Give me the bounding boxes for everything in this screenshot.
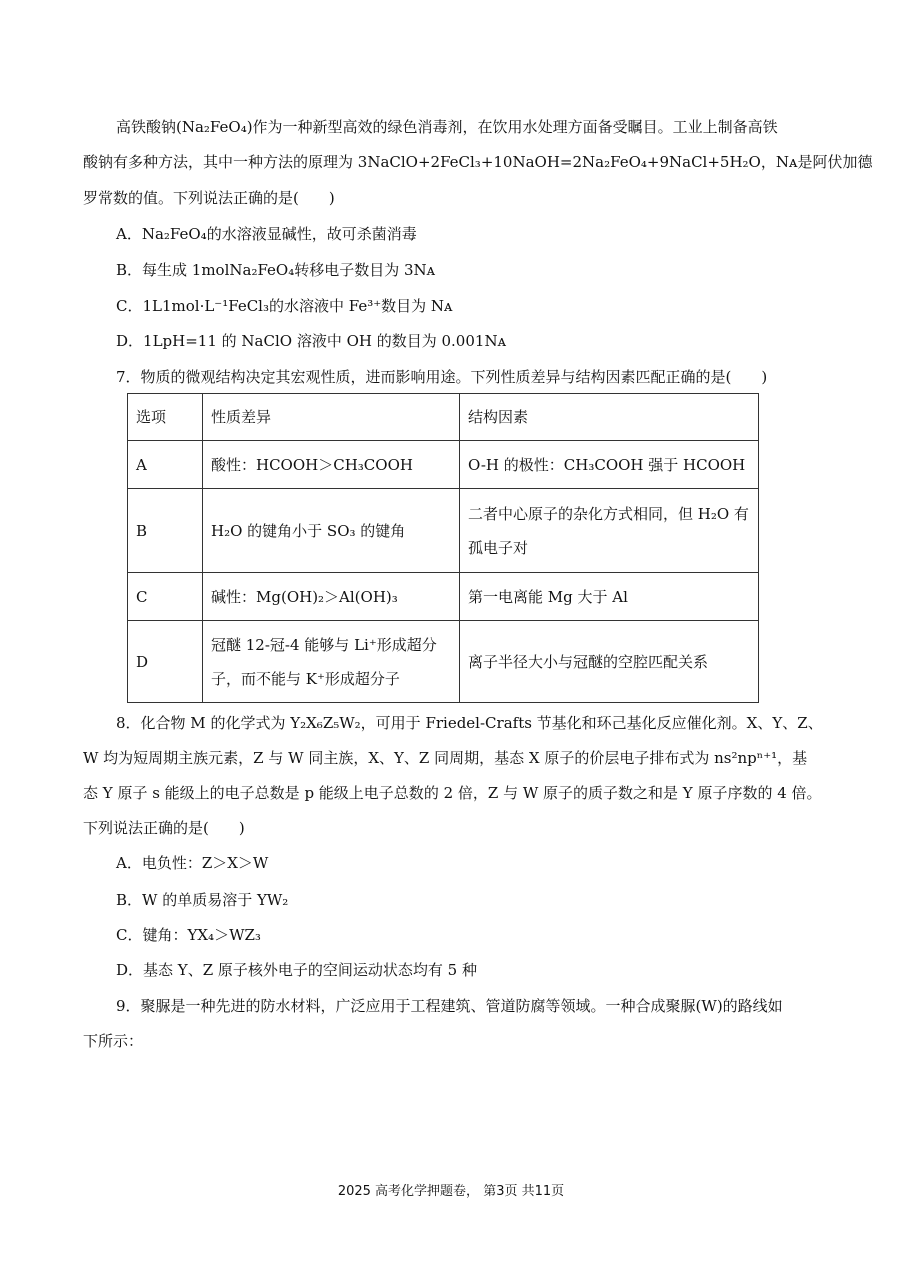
- row-property: 酸性：HCOOH＞CH₃COOH: [203, 441, 460, 489]
- q6-option-d: D．1LpH=11 的 NaClO 溶液中 OH 的数目为 0.001Nᴀ: [116, 332, 507, 350]
- q8-option-b: B．W 的单质易溶于 YW₂: [116, 891, 289, 909]
- q9-stem-line-1: 9．聚脲是一种先进的防水材料，广泛应用于工程建筑、管道防腐等领域。一种合成聚脲(W)的路线如: [116, 997, 783, 1015]
- row-cause: 离子半径大小与冠醚的空腔匹配关系: [460, 621, 759, 703]
- page-footer: 2025 高考化学押题卷， 第3页 共11页: [337, 1184, 565, 1199]
- q8-stem-line-2: W 均为短周期主族元素，Z 与 W 同主族，X、Y、Z 同周期，基态 X 原子的价层电子排布式为 ns²npⁿ⁺¹，基: [83, 749, 808, 767]
- header-property: 性质差异: [203, 394, 460, 441]
- row-property: 碱性：Mg(OH)₂＞Al(OH)₃: [203, 573, 460, 621]
- row-option: B: [128, 489, 203, 573]
- table-header-row: [128, 394, 759, 441]
- table-row: [128, 441, 759, 489]
- q7-stem: 7．物质的微观结构决定其宏观性质，进而影响用途。下列性质差异与结构因素匹配正确的是( ): [116, 368, 768, 386]
- row-option: A: [128, 441, 203, 489]
- q8-option-d: D．基态 Y、Z 原子核外电子的空间运动状态均有 5 种: [116, 961, 477, 979]
- table-row: [128, 573, 759, 621]
- row-property: H₂O 的键角小于 SO₃ 的键角: [203, 489, 460, 573]
- q8-option-a: A．电负性：Z＞X＞W: [116, 854, 269, 872]
- q6-stem-line-3: 罗常数的值。下列说法正确的是( ): [83, 189, 335, 207]
- q9-stem-line-2: 下所示：: [83, 1032, 144, 1050]
- row-property: 冠醚 12-冠-4 能够与 Li⁺形成超分子，而不能与 K⁺形成超分子: [203, 621, 460, 703]
- q8-option-c: C．键角：YX₄＞WZ₃: [116, 926, 261, 944]
- row-cause: 二者中心原子的杂化方式相同，但 H₂O 有孤电子对: [460, 489, 759, 573]
- row-option: D: [128, 621, 203, 703]
- q7-table: [127, 393, 759, 703]
- q8-stem-line-4: 下列说法正确的是( ): [83, 819, 245, 837]
- row-cause: O-H 的极性：CH₃COOH 强于 HCOOH: [460, 441, 759, 489]
- row-option: C: [128, 573, 203, 621]
- q6-stem-line-1: 高铁酸钠(Na₂FeO₄)作为一种新型高效的绿色消毒剂，在饮用水处理方面备受瞩目。工业上制备高铁: [116, 118, 778, 136]
- row-cause: 第一电离能 Mg 大于 Al: [460, 573, 759, 621]
- q6-option-a: A．Na₂FeO₄的水溶液显碱性，故可杀菌消毒: [116, 225, 417, 243]
- header-option: 选项: [128, 394, 203, 441]
- header-cause: 结构因素: [460, 394, 759, 441]
- q6-option-c: C．1L1mol·L⁻¹FeCl₃的水溶液中 Fe³⁺数目为 Nᴀ: [116, 297, 453, 315]
- q8-stem-line-3: 态 Y 原子 s 能级上的电子总数是 p 能级上电子总数的 2 倍，Z 与 W 原子的质子数之和是 Y 原子序数的 4 倍。: [83, 784, 822, 802]
- table-row: [128, 489, 759, 573]
- q8-stem-line-1: 8．化合物 M 的化学式为 Y₂X₆Z₅W₂，可用于 Friedel-Crafts 节基化和环己基化反应催化剂。X、Y、Z、: [116, 714, 823, 732]
- q6-stem-line-2: 酸钠有多种方法，其中一种方法的原理为 3NaClO+2FeCl₃+10NaOH=2Na₂FeO₄+9NaCl+5H₂O，Nᴀ是阿伏加德: [83, 153, 873, 171]
- q6-option-b: B．每生成 1molNa₂FeO₄转移电子数目为 3Nᴀ: [116, 261, 436, 279]
- table-row: [128, 621, 759, 703]
